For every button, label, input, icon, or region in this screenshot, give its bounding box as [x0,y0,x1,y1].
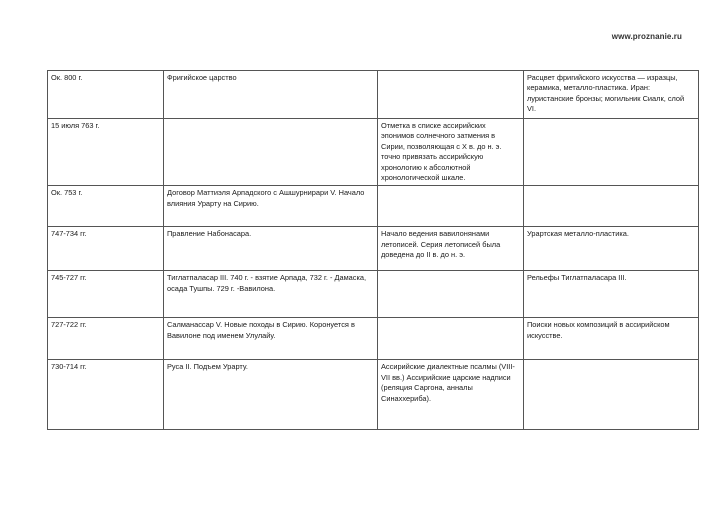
date-cell: 15 июля 763 г. [48,119,164,186]
site-url[interactable]: www.proznanie.ru [611,32,682,41]
event-cell: Правление Набонасара. [164,227,378,271]
source-cell [378,71,524,119]
source-cell: Ассирийские диалектные псалмы (VIII-VII вв.) Ассирийские царские надписи (реляция Саргона, анналы Синаххериба). [378,360,524,430]
table-row [48,227,699,271]
date-cell: 730-714 гг. [48,360,164,430]
date-cell: 727-722 гг. [48,318,164,360]
source-cell [378,186,524,227]
event-cell: Тиглатпаласар III. 740 г. - взятие Арпада, 732 г. - Дамаска, осада Тушпы. 729 г. -Вавилона. [164,271,378,318]
art-cell [524,186,699,227]
table-row [48,360,699,430]
source-cell: Отметка в списке ассирийских эпонимов солнечного затмения в Сирии, позволяющая с X в. до н. э. точно привязать ассирийскую хронологию к абсолютной хронологической шкале. [378,119,524,186]
table-row [48,71,699,119]
event-cell: Фригийское царство [164,71,378,119]
date-cell: Ок. 753 г. [48,186,164,227]
source-cell: Начало ведения вавилонянами летописей. Серия летописей была доведена до II в. до н. э. [378,227,524,271]
event-cell: Салманассар V. Новые походы в Сирию. Коронуется в Вавилоне под именем Улулайу. [164,318,378,360]
art-cell [524,119,699,186]
table-row [48,271,699,318]
source-cell [378,318,524,360]
date-cell: 747-734 гг. [48,227,164,271]
table-row [48,318,699,360]
date-cell: Ок. 800 г. [48,71,164,119]
date-cell: 745-727 гг. [48,271,164,318]
art-cell: Расцвет фригийского искусства — изразцы, керамика, металло-пластика. Иран: луристанские бронзы; могильник Сиалк, слой VI. [524,71,699,119]
event-cell: Руса II. Подъем Урарту. [164,360,378,430]
art-cell [524,360,699,430]
source-cell [378,271,524,318]
event-cell: Договор Маттиэля Арпадского с Ашшурнирари V. Начало влияния Урарту на Сирию. [164,186,378,227]
art-cell: Рельефы Тиглатпаласара III. [524,271,699,318]
art-cell: Поиски новых композиций в ассирийском искусстве. [524,318,699,360]
event-cell [164,119,378,186]
art-cell: Урартская металло-пластика. [524,227,699,271]
table-row [48,119,699,186]
chronology-table [47,70,699,430]
table-row [48,186,699,227]
